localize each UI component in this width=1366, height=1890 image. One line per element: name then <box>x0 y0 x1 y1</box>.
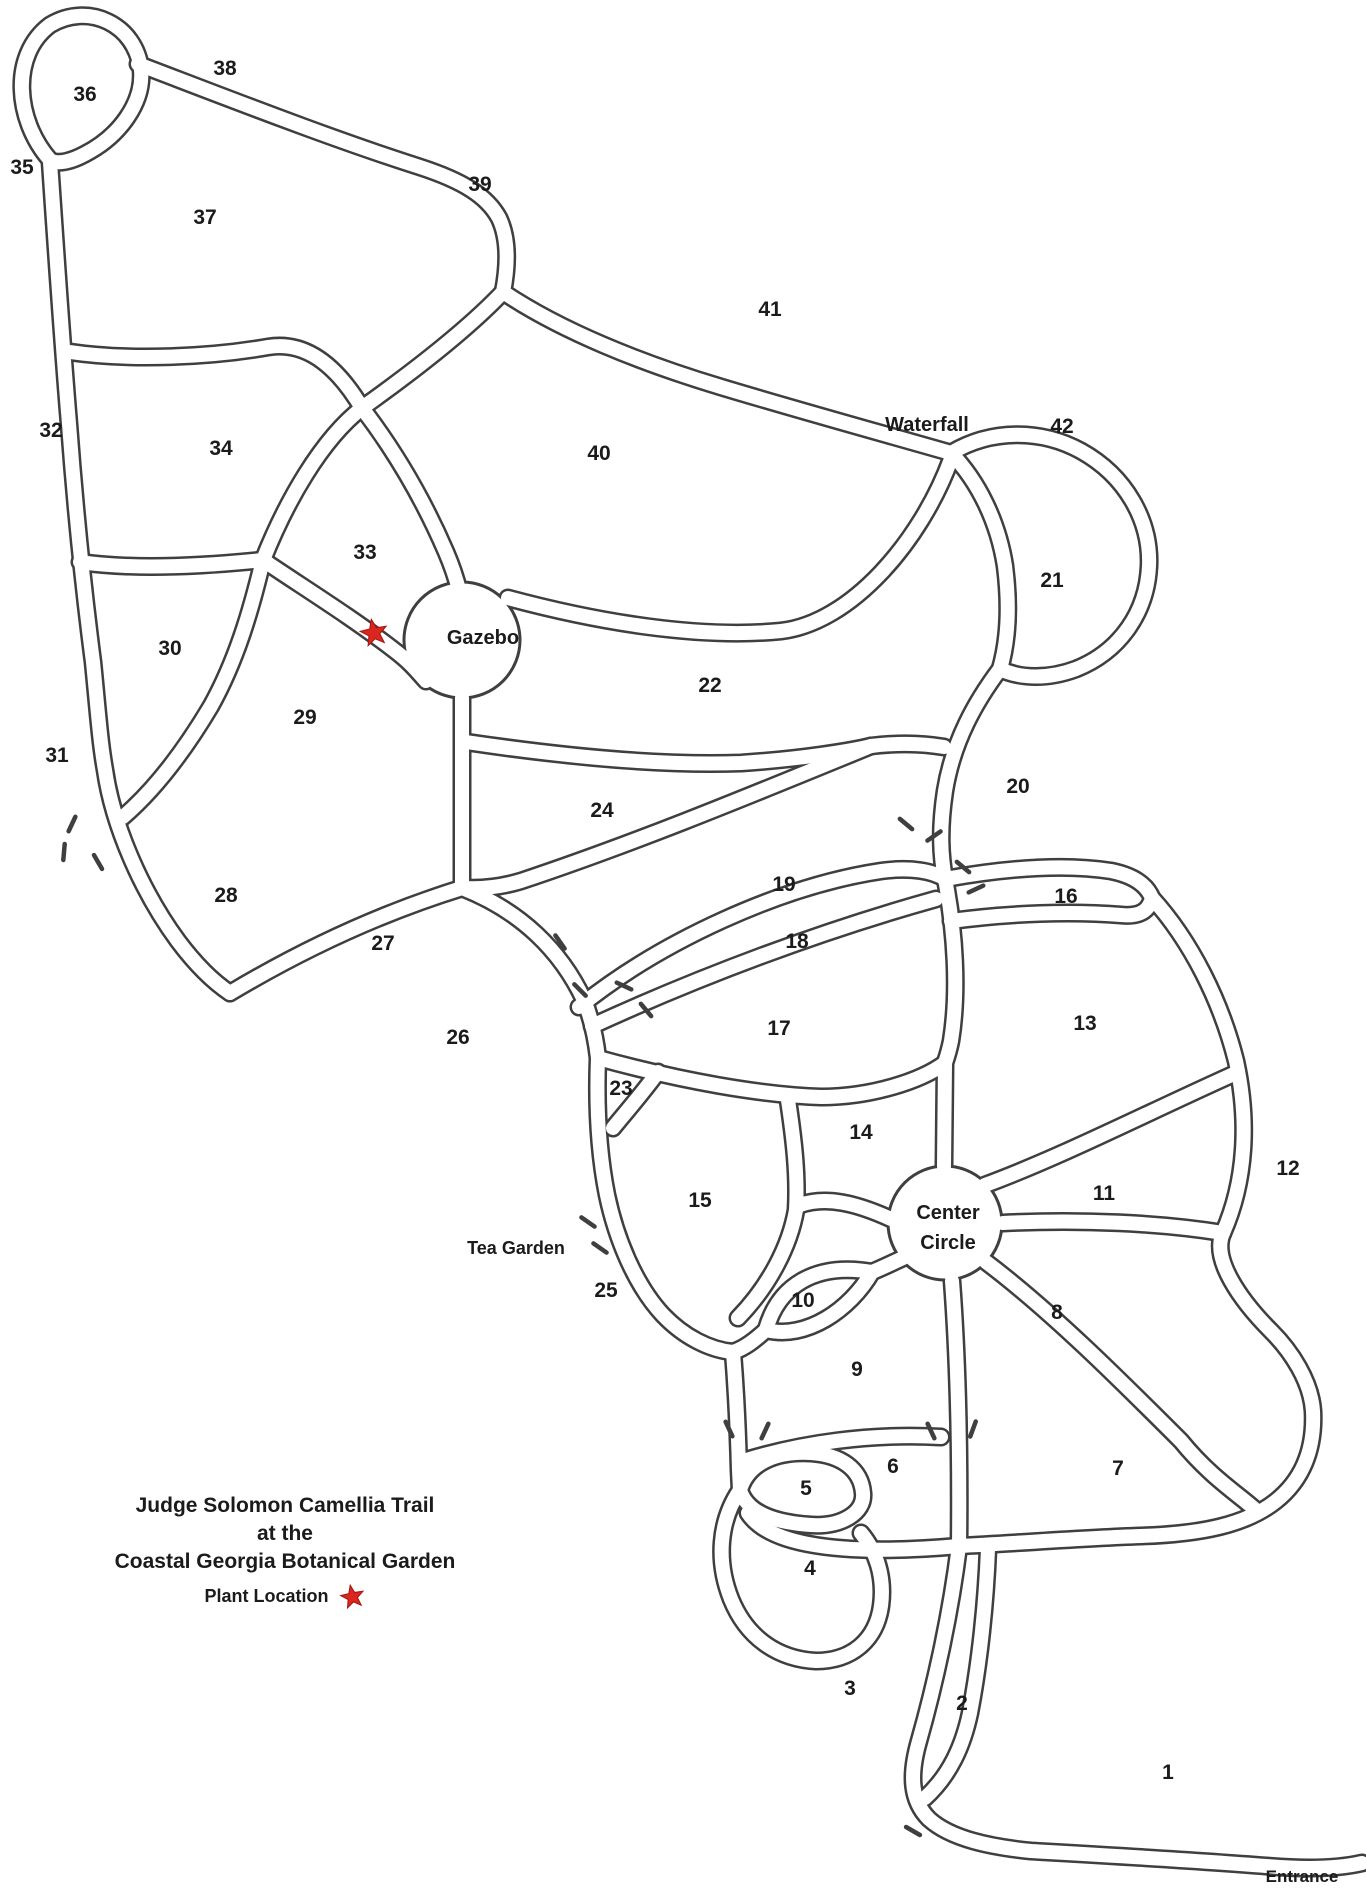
section-label-7: 7 <box>1112 1457 1124 1480</box>
section-label-32: 32 <box>39 419 63 442</box>
section-label-40: 40 <box>587 442 611 465</box>
plant-location-legend <box>100 1583 470 1610</box>
section-label-30: 30 <box>158 637 182 660</box>
section-label-13: 13 <box>1073 1012 1097 1035</box>
tick-mark-icon <box>63 844 64 860</box>
section-label-35: 35 <box>10 156 34 179</box>
tick-mark-icon <box>581 1217 594 1226</box>
section-label-17: 17 <box>767 1017 791 1040</box>
section-label-8: 8 <box>1051 1301 1063 1324</box>
tick-mark-icon <box>969 886 984 893</box>
trail-core-road-40-22 <box>508 459 951 633</box>
trail-core-road-40-north <box>503 292 951 453</box>
trail-core-road-20-circle <box>944 1063 945 1166</box>
section-label-29: 29 <box>293 706 317 729</box>
section-label-42: 42 <box>1050 415 1074 438</box>
section-label-9: 9 <box>851 1358 863 1381</box>
section-label-18: 18 <box>785 930 809 953</box>
map-title-block <box>100 1492 470 1610</box>
waterfall-label: Waterfall <box>885 414 969 436</box>
trail-core-road-22-20 <box>871 744 944 747</box>
trail-core-road-star <box>263 560 426 681</box>
section-label-10: 10 <box>791 1289 815 1312</box>
section-label-19: 19 <box>772 873 796 896</box>
section-label-34: 34 <box>209 437 233 460</box>
section-label-37: 37 <box>193 206 217 229</box>
section-label-31: 31 <box>45 744 69 767</box>
map-title-line2: at the <box>256 1522 313 1545</box>
section-label-11: 11 <box>1092 1182 1116 1205</box>
section-label-21: 21 <box>1040 569 1064 592</box>
trail-core-road-38 <box>138 64 507 292</box>
section-label-27: 27 <box>371 932 395 955</box>
trail-core-road-22-24 <box>466 742 871 764</box>
tick-mark-icon <box>906 1827 920 1835</box>
section-label-23: 23 <box>609 1077 633 1100</box>
section-label-5: 5 <box>800 1477 812 1500</box>
section-label-28: 28 <box>214 884 238 907</box>
section-label-2: 2 <box>956 1692 968 1715</box>
section-label-1: 1 <box>1162 1761 1174 1784</box>
trail-road-30-29 <box>123 560 263 817</box>
trail-core-road-34-30 <box>80 560 263 566</box>
section-label-16: 16 <box>1054 885 1078 908</box>
tick-mark-icon <box>970 1421 975 1436</box>
section-label-33: 33 <box>353 541 377 564</box>
map-title-line3: Coastal Georgia Botanical Garden <box>114 1550 456 1573</box>
section-label-39: 39 <box>468 173 492 196</box>
entrance-label: Entrance <box>1265 1867 1339 1886</box>
legend-star-shape <box>340 1585 362 1608</box>
landmark-labels <box>447 414 1339 1886</box>
section-label-41: 41 <box>758 298 782 321</box>
section-label-4: 4 <box>804 1557 816 1580</box>
section-label-36: 36 <box>73 83 97 106</box>
tick-mark-icon <box>69 817 76 832</box>
trail-road-23-n <box>462 888 598 1058</box>
map-title-line1: Judge Solomon Camellia Trail <box>135 1494 435 1517</box>
tick-mark-icon <box>593 1243 606 1252</box>
tick-mark-icon <box>94 855 102 869</box>
tick-mark-icon <box>762 1424 769 1439</box>
trail-core-road-9-west <box>733 1352 740 1490</box>
trail-core-road-9-6-east <box>952 1281 959 1546</box>
trail-road-19-18 <box>579 869 945 1007</box>
trail-core-road-19-18 <box>579 869 945 1007</box>
section-label-25: 25 <box>594 1279 618 1302</box>
plant-location-star-icon <box>339 1583 366 1610</box>
section-label-22: 22 <box>698 674 722 697</box>
section-label-3: 3 <box>844 1677 856 1700</box>
section-label-12: 12 <box>1276 1157 1300 1180</box>
section-label-20: 20 <box>1006 775 1030 798</box>
center-circle-label: Circle <box>920 1232 976 1254</box>
section-label-38: 38 <box>213 57 237 80</box>
section-label-26: 26 <box>446 1026 470 1049</box>
section-label-6: 6 <box>887 1455 899 1478</box>
tea-garden-label: Tea Garden <box>467 1238 565 1258</box>
plant-location-label: Plant Location <box>204 1586 329 1606</box>
trail-core-road-13-11 <box>985 1073 1236 1185</box>
trail-core-west-road <box>50 162 230 993</box>
trail-core-road-37-34 <box>70 346 362 408</box>
section-label-15: 15 <box>688 1189 712 1212</box>
section-label-14: 14 <box>849 1121 873 1144</box>
trail-core-road-30-29 <box>123 560 263 817</box>
tick-mark-icon <box>900 819 912 829</box>
gazebo-label: Gazebo <box>446 627 520 649</box>
center-circle-label: Center <box>916 1202 980 1224</box>
section-label-24: 24 <box>590 799 614 822</box>
